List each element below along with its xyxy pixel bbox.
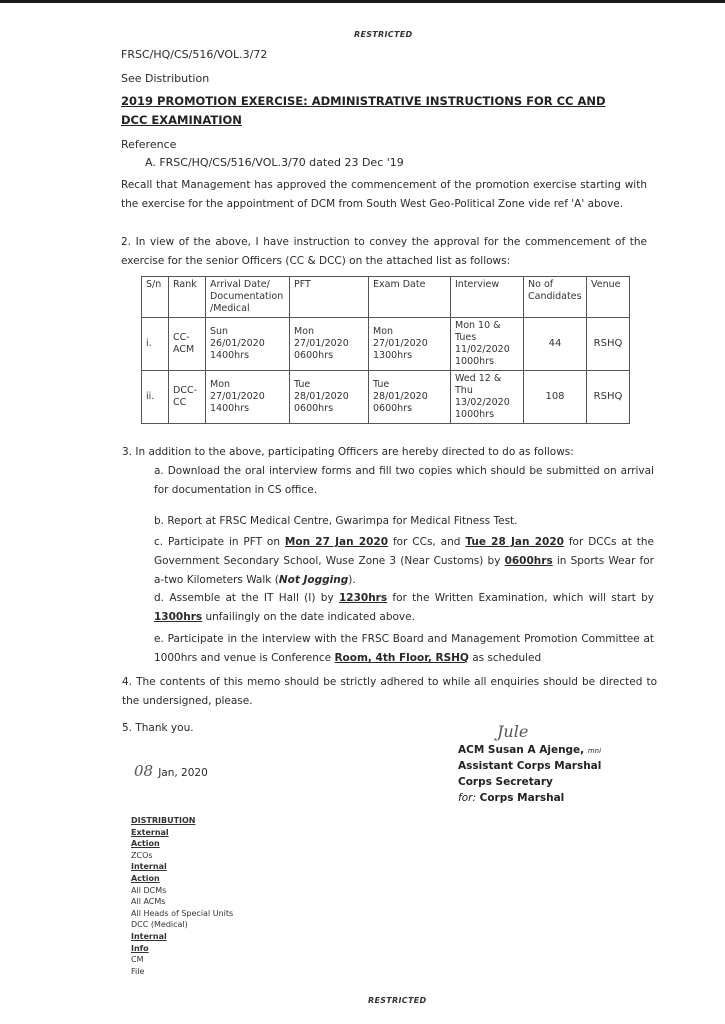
signatory-name xyxy=(458,742,601,759)
item-c-text: for CCs, and xyxy=(388,536,466,548)
table-row xyxy=(142,318,630,371)
cell-candidates: 108 xyxy=(524,371,587,424)
cell-candidates: 44 xyxy=(524,318,587,371)
pft-date-cc: Mon 27 Jan 2020 xyxy=(284,536,389,548)
cell-pft: Mon 27/01/2020 0600hrs xyxy=(290,318,369,371)
date-day: 08 xyxy=(134,762,154,780)
for-name: Corps Marshal xyxy=(479,792,565,804)
distribution-item: All ACMs xyxy=(131,897,166,907)
item-e xyxy=(154,630,654,668)
paragraph-5: 5. Thank you. xyxy=(122,722,194,734)
for-label: for: xyxy=(458,792,476,804)
item-d-text: for the Written Examination, which will start by xyxy=(387,592,655,604)
cell-arrival: Sun 26/01/2020 1400hrs xyxy=(206,318,290,371)
item-e-text: e. Participate in the interview with the FRSC Board and Management Promotion Committee at 1000hrs and venue is Conference xyxy=(154,633,654,664)
distribution-title: DISTRIBUTION xyxy=(131,816,196,825)
distribution-item: CM xyxy=(131,955,144,965)
reference-number: FRSC/HQ/CS/516/VOL.3/72 xyxy=(121,48,268,61)
date-month-year: Jan, 2020 xyxy=(158,767,208,779)
item-a: a. Download the oral interview forms and fill two copies which should be submitted on arrival for documentation in CS office. xyxy=(154,465,654,496)
distribution-heading: Internal xyxy=(131,931,167,941)
paragraph-2: 2. In view of the above, I have instruction to convey the approval for the commencement of the exercise for the senior Officers (CC & DCC) on the attached list as follows: xyxy=(121,236,647,267)
postnominal: mni xyxy=(587,747,602,755)
item-e-text: as scheduled xyxy=(468,652,542,664)
subject-line-1: 2019 PROMOTION EXERCISE: ADMINISTRATIVE INSTRUCTIONS FOR CC AND xyxy=(121,94,606,108)
classification-header: RESTRICTED xyxy=(354,30,413,39)
paragraph-4: 4. The contents of this memo should be strictly adhered to while all enquiries should be directed to the undersigned, please. xyxy=(122,676,657,707)
reference-a: A. FRSC/HQ/CS/516/VOL.3/70 dated 23 Dec '19 xyxy=(145,156,404,169)
item-c-text: in Sports Wear for a-two Kilometers Walk ( xyxy=(154,555,654,586)
col-sn: S/n xyxy=(142,277,169,318)
col-candidates: No of Candidates xyxy=(524,277,587,318)
distribution-list xyxy=(131,815,233,977)
cell-exam: Tue 28/01/2020 0600hrs xyxy=(369,371,451,424)
distribution-item: All DCMs xyxy=(131,885,167,895)
cell-arrival: Mon 27/01/2020 1400hrs xyxy=(206,371,290,424)
pft-date-dcc: Tue 28 Jan 2020 xyxy=(465,536,564,548)
cell-venue: RSHQ xyxy=(587,318,630,371)
col-interview: Interview xyxy=(451,277,524,318)
col-venue: Venue xyxy=(587,277,630,318)
distribution-heading: Internal xyxy=(131,862,167,872)
signatory-for xyxy=(458,790,564,806)
cell-rank: CC-ACM xyxy=(169,318,206,371)
distribution-heading: External xyxy=(131,827,169,837)
item-c-text: ). xyxy=(348,574,356,586)
distribution-heading: Action xyxy=(131,839,160,849)
cell-interview: Mon 10 & Tues 11/02/2020 1000hrs xyxy=(451,318,524,371)
cell-exam: Mon 27/01/2020 1300hrs xyxy=(369,318,451,371)
pft-time: 0600hrs xyxy=(504,555,553,567)
col-pft: PFT xyxy=(290,277,369,318)
interview-venue: Room, 4th Floor, RSHQ xyxy=(334,652,469,664)
item-c xyxy=(154,533,654,590)
signatory-name-text: ACM Susan A Ajenge, xyxy=(458,744,585,756)
distribution-heading: Info xyxy=(131,943,149,953)
subject-line-2: DCC EXAMINATION xyxy=(121,113,242,127)
cell-sn: ii. xyxy=(142,371,169,424)
cell-sn: i. xyxy=(142,318,169,371)
addressee: See Distribution xyxy=(121,72,210,85)
col-exam-date: Exam Date xyxy=(369,277,451,318)
paragraph-1: Recall that Management has approved the commencement of the promotion exercise starting with the exercise for the appointment of DCM from South West Geo-Political Zone vide ref 'A' above. xyxy=(121,179,647,210)
item-c-text: for DCCs at the Government Secondary School, Wuse Zone 3 (Near Customs) by xyxy=(154,536,655,567)
classification-footer: RESTRICTED xyxy=(368,996,427,1005)
table-row xyxy=(142,371,630,424)
item-c-text: c. Participate in PFT on xyxy=(154,536,285,548)
distribution-item: DCC (Medical) xyxy=(131,920,188,930)
table-header-row xyxy=(142,277,630,318)
cell-pft: Tue 28/01/2020 0600hrs xyxy=(290,371,369,424)
distribution-item: ZCOs xyxy=(131,850,153,860)
col-rank: Rank xyxy=(169,277,206,318)
signature-scribble: Jule xyxy=(497,722,529,741)
distribution-item: All Heads of Special Units xyxy=(131,908,234,918)
item-b: b. Report at FRSC Medical Centre, Gwarimpa for Medical Fitness Test. xyxy=(154,515,518,527)
signatory-title-2: Corps Secretary xyxy=(458,776,553,788)
memo-date xyxy=(134,761,208,780)
cell-venue: RSHQ xyxy=(587,371,630,424)
item-d-text: d. Assemble at the IT Hall (I) by xyxy=(154,592,339,604)
not-jogging-note: Not Jogging xyxy=(278,574,349,586)
cell-interview: Wed 12 & Thu 13/02/2020 1000hrs xyxy=(451,371,524,424)
exam-start-time: 1300hrs xyxy=(154,611,203,623)
schedule-table xyxy=(141,276,630,424)
distribution-heading: Action xyxy=(131,873,160,883)
item-d xyxy=(154,589,654,627)
assemble-time: 1230hrs xyxy=(338,592,388,604)
signatory-title-1: Assistant Corps Marshal xyxy=(458,760,602,772)
item-d-text: unfailingly on the date indicated above. xyxy=(202,611,415,623)
col-arrival: Arrival Date/ Documentation /Medical xyxy=(206,277,290,318)
cell-rank: DCC-CC xyxy=(169,371,206,424)
reference-label: Reference xyxy=(121,138,177,151)
paragraph-3-intro: 3. In addition to the above, participating Officers are hereby directed to do as follows: xyxy=(122,446,574,458)
distribution-item: File xyxy=(131,966,145,976)
